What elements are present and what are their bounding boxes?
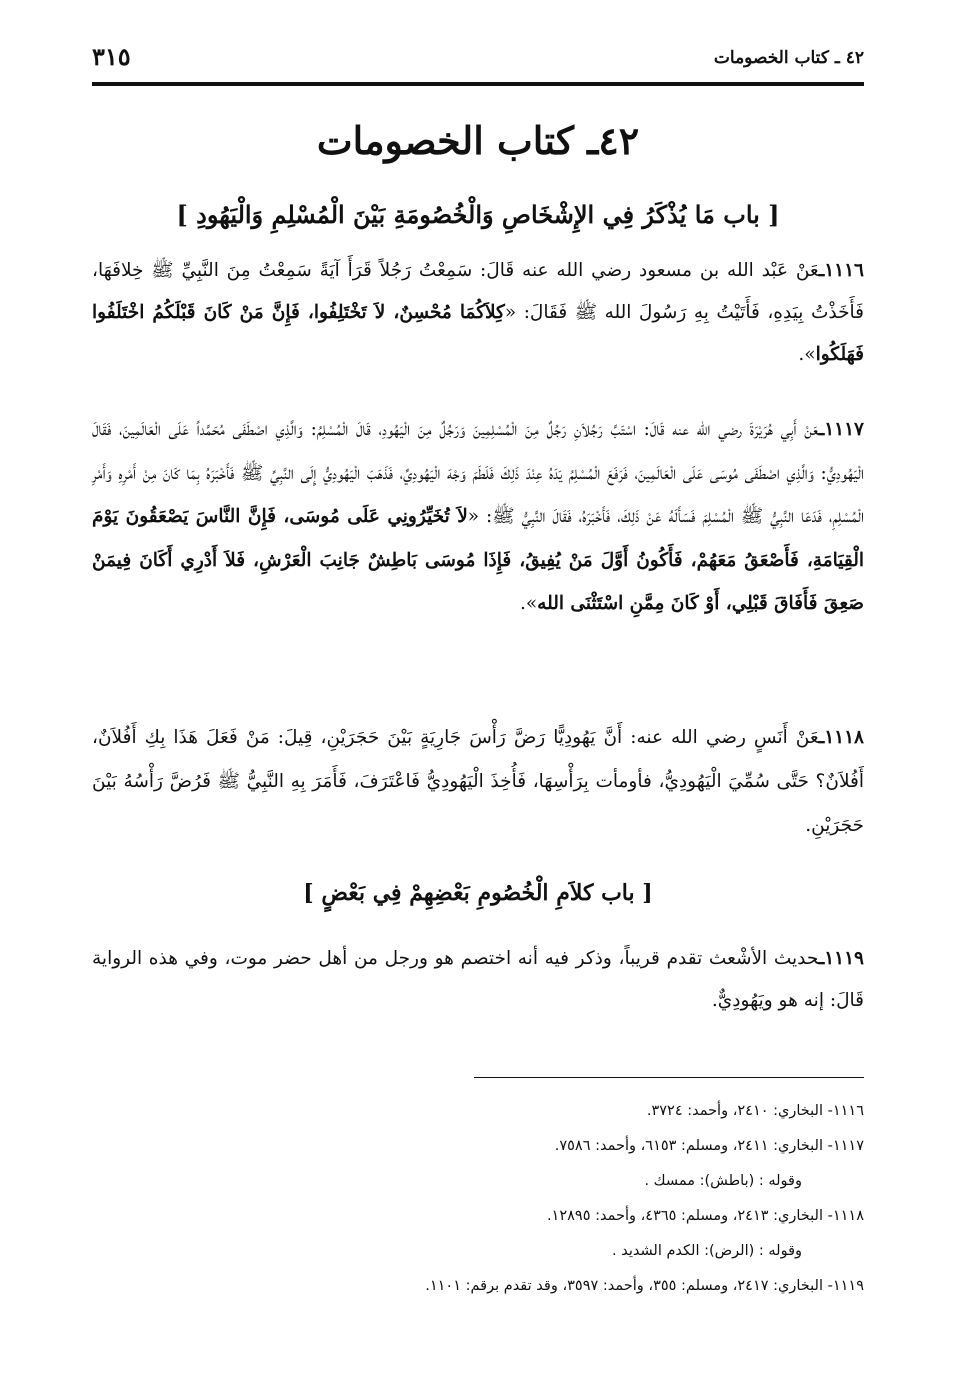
footnote-1116: ١١١٦- البخاري: ٢٤١٠، وأحمد: ٣٧٢٤. xyxy=(646,1103,864,1119)
hadith-number: ١١١٧ـ xyxy=(818,419,864,440)
footnote-1118: ١١١٨- البخاري: ٢٤١٣، ومسلم: ٤٣٦٥، وأحمد: ١٢٨٩٥. xyxy=(546,1208,864,1224)
prophet-saying: كِلاَكُمَا مُحْسِنٌ، لاَ تَخْتَلِفُوا، فَإِنَّ مَنْ كَانَ قَبْلَكُمُ اخْتَلَفُوا فَهَلَكُوا xyxy=(92,302,864,365)
hadith-number: ١١١٦ـ xyxy=(818,260,864,281)
hadith-number: ١١١٩ـ xyxy=(818,948,864,969)
footnote-divider xyxy=(474,1077,864,1078)
hadith-1117 xyxy=(92,408,864,626)
hadith-1119 xyxy=(92,938,864,1022)
footnote-note-batish: وقوله : (باطش): ممسك . xyxy=(644,1173,802,1189)
section-heading-2: [ باب كلاَمِ الْخُصُومِ بَعْضِهِمْ فِي بَعْضٍ ] xyxy=(303,880,653,906)
footnotes xyxy=(92,1094,864,1304)
hadith-text: حديث الأشْعث تقدم قريباً، وذكر فيه أنه اختصم هو ورجل من أهل حضر موت، وفي هذه الرواية قَالَ: إنه هو ويَهُودِيٌّ. xyxy=(92,948,864,1011)
chapter-title: ٤٢ـ كتاب الخصومات xyxy=(316,118,640,163)
hadith-1116 xyxy=(92,250,864,376)
footnote-note-radd: وقوله : (الرض): الكدم الشديد . xyxy=(611,1243,802,1259)
hadith-end: ». xyxy=(798,344,816,365)
hadith-number: ١١١٨ـ xyxy=(818,727,864,748)
hadith-text: عَنْ أَنَسٍ رضي الله عنه: أَنَّ يَهُودِيًّا رَضَّ رَأْسَ جَارِيَةٍ بَيْنَ حَجَرَيْنِ، قِيلَ: مَنْ فَعَلَ هَذَا بِكِ أَفُلاَنٌ، أَفُلاَنٌ؟ حَتَّى سُمِّيَ الْيَهُودِيُّ، فأومأت بِرَأْسِهَا، فَأُخِذَ الْيَهُودِيُّ فَاعْتَرَفَ، فَأَمَرَ بِهِ النَّبِيُّ ﷺ فَرُضَّ رَأْسُهُ بَيْنَ حَجَرَيْنِ. xyxy=(92,727,864,836)
hadith-end: ». xyxy=(519,593,538,614)
prophet-saying: لاَ تُخَيِّرُونِي عَلَى مُوسَى، فَإِنَّ النَّاسَ يَصْعَقُونَ يَوْمَ الْقِيَامَةِ، فَأَصْعَقُ مَعَهُمْ، فَأَكُونُ أَوَّلَ مَنْ يُفِيقُ، فَإِذَا مُوسَى بَاطِشٌ جَانِبَ الْعَرْشِ، فَلاَ أَدْرِي أَكَانَ فِيمَنْ صَعِقَ فَأَفَاقَ قَبْلِي، أَوْ كَانَ مِمَّنِ اسْتَثْنَى الله xyxy=(92,506,864,614)
hadith-text: عَنْ عَبْد الله بن مسعود رضي الله عنه قَالَ: سَمِعْتُ رَجُلاً قَرَأَ آيَةً سَمِعْتُ مِنَ النَّبِيِّ ﷺ خِلافَهَا، فَأَخَذْتُ بِيَدِهِ، فَأَتَيْتُ بِهِ رَسُولَ الله ﷺ فَقَالَ: « xyxy=(92,260,864,323)
page-number: ٣١٥ xyxy=(92,42,131,71)
hadith-1118 xyxy=(92,716,864,848)
hadith-text: عَنْ أَبِي هُرَيْرَةَ رضي الله عنه قَالَ: اسْتَبَّ رَجُلاَنِ رَجُلٌ مِنَ الْمُسْلِمِينَ وَرَجُلٌ مِنَ الْيَهُودِ، قَالَ الْمُسْلِمُ: وَالَّذِي اصْطَفَى مُحَمَّداً عَلَى الْعَالَمِينَ، فَقَالَ الْيَهُودِيُّ: وَالَّذِي اصْطَفَى مُوسَى عَلَى الْعَالَمِينَ، فَرَفَعَ الْمُسْلِمُ يَدَهُ عِنْدَ ذَلِكَ فَلَطَمَ وَجْهَ الْيَهُودِيِّ، فَذَهَبَ الْيَهُودِيُّ إِلَى النَّبِيِّ ﷺ فَأَخْبَرَهُ بِمَا كَانَ مِنْ أَمْرِهِ وَأَمْرِ الْمُسْلِمِ، فَدَعَا النَّبِيُّ ﷺ الْمُسْلِمَ فَسَأَلَهُ عَنْ ذَلِكَ، فَأَخْبَرَهُ، فَقَالَ النَّبِيُّ ﷺ: « xyxy=(92,419,865,527)
footnote-1117: ١١١٧- البخاري: ٢٤١١، ومسلم: ٦١٥٣، وأحمد: ٧٥٨٦. xyxy=(554,1138,864,1154)
section-heading-1: [ باب مَا يُذْكَرُ فِي الإِشْخَاصِ وَالْخُصُومَةِ بَيْنَ الْمُسْلِمِ وَالْيَهُودِ ] xyxy=(176,200,780,229)
running-chapter-title: ٤٢ ـ كتاب الخصومات xyxy=(713,48,864,68)
running-header xyxy=(92,42,864,86)
footnote-1119: ١١١٩- البخاري: ٢٤١٧، ومسلم: ٣٥٥، وأحمد: ٣٥٩٧، وقد تقدم برقم: ١١٠١. xyxy=(425,1278,864,1294)
